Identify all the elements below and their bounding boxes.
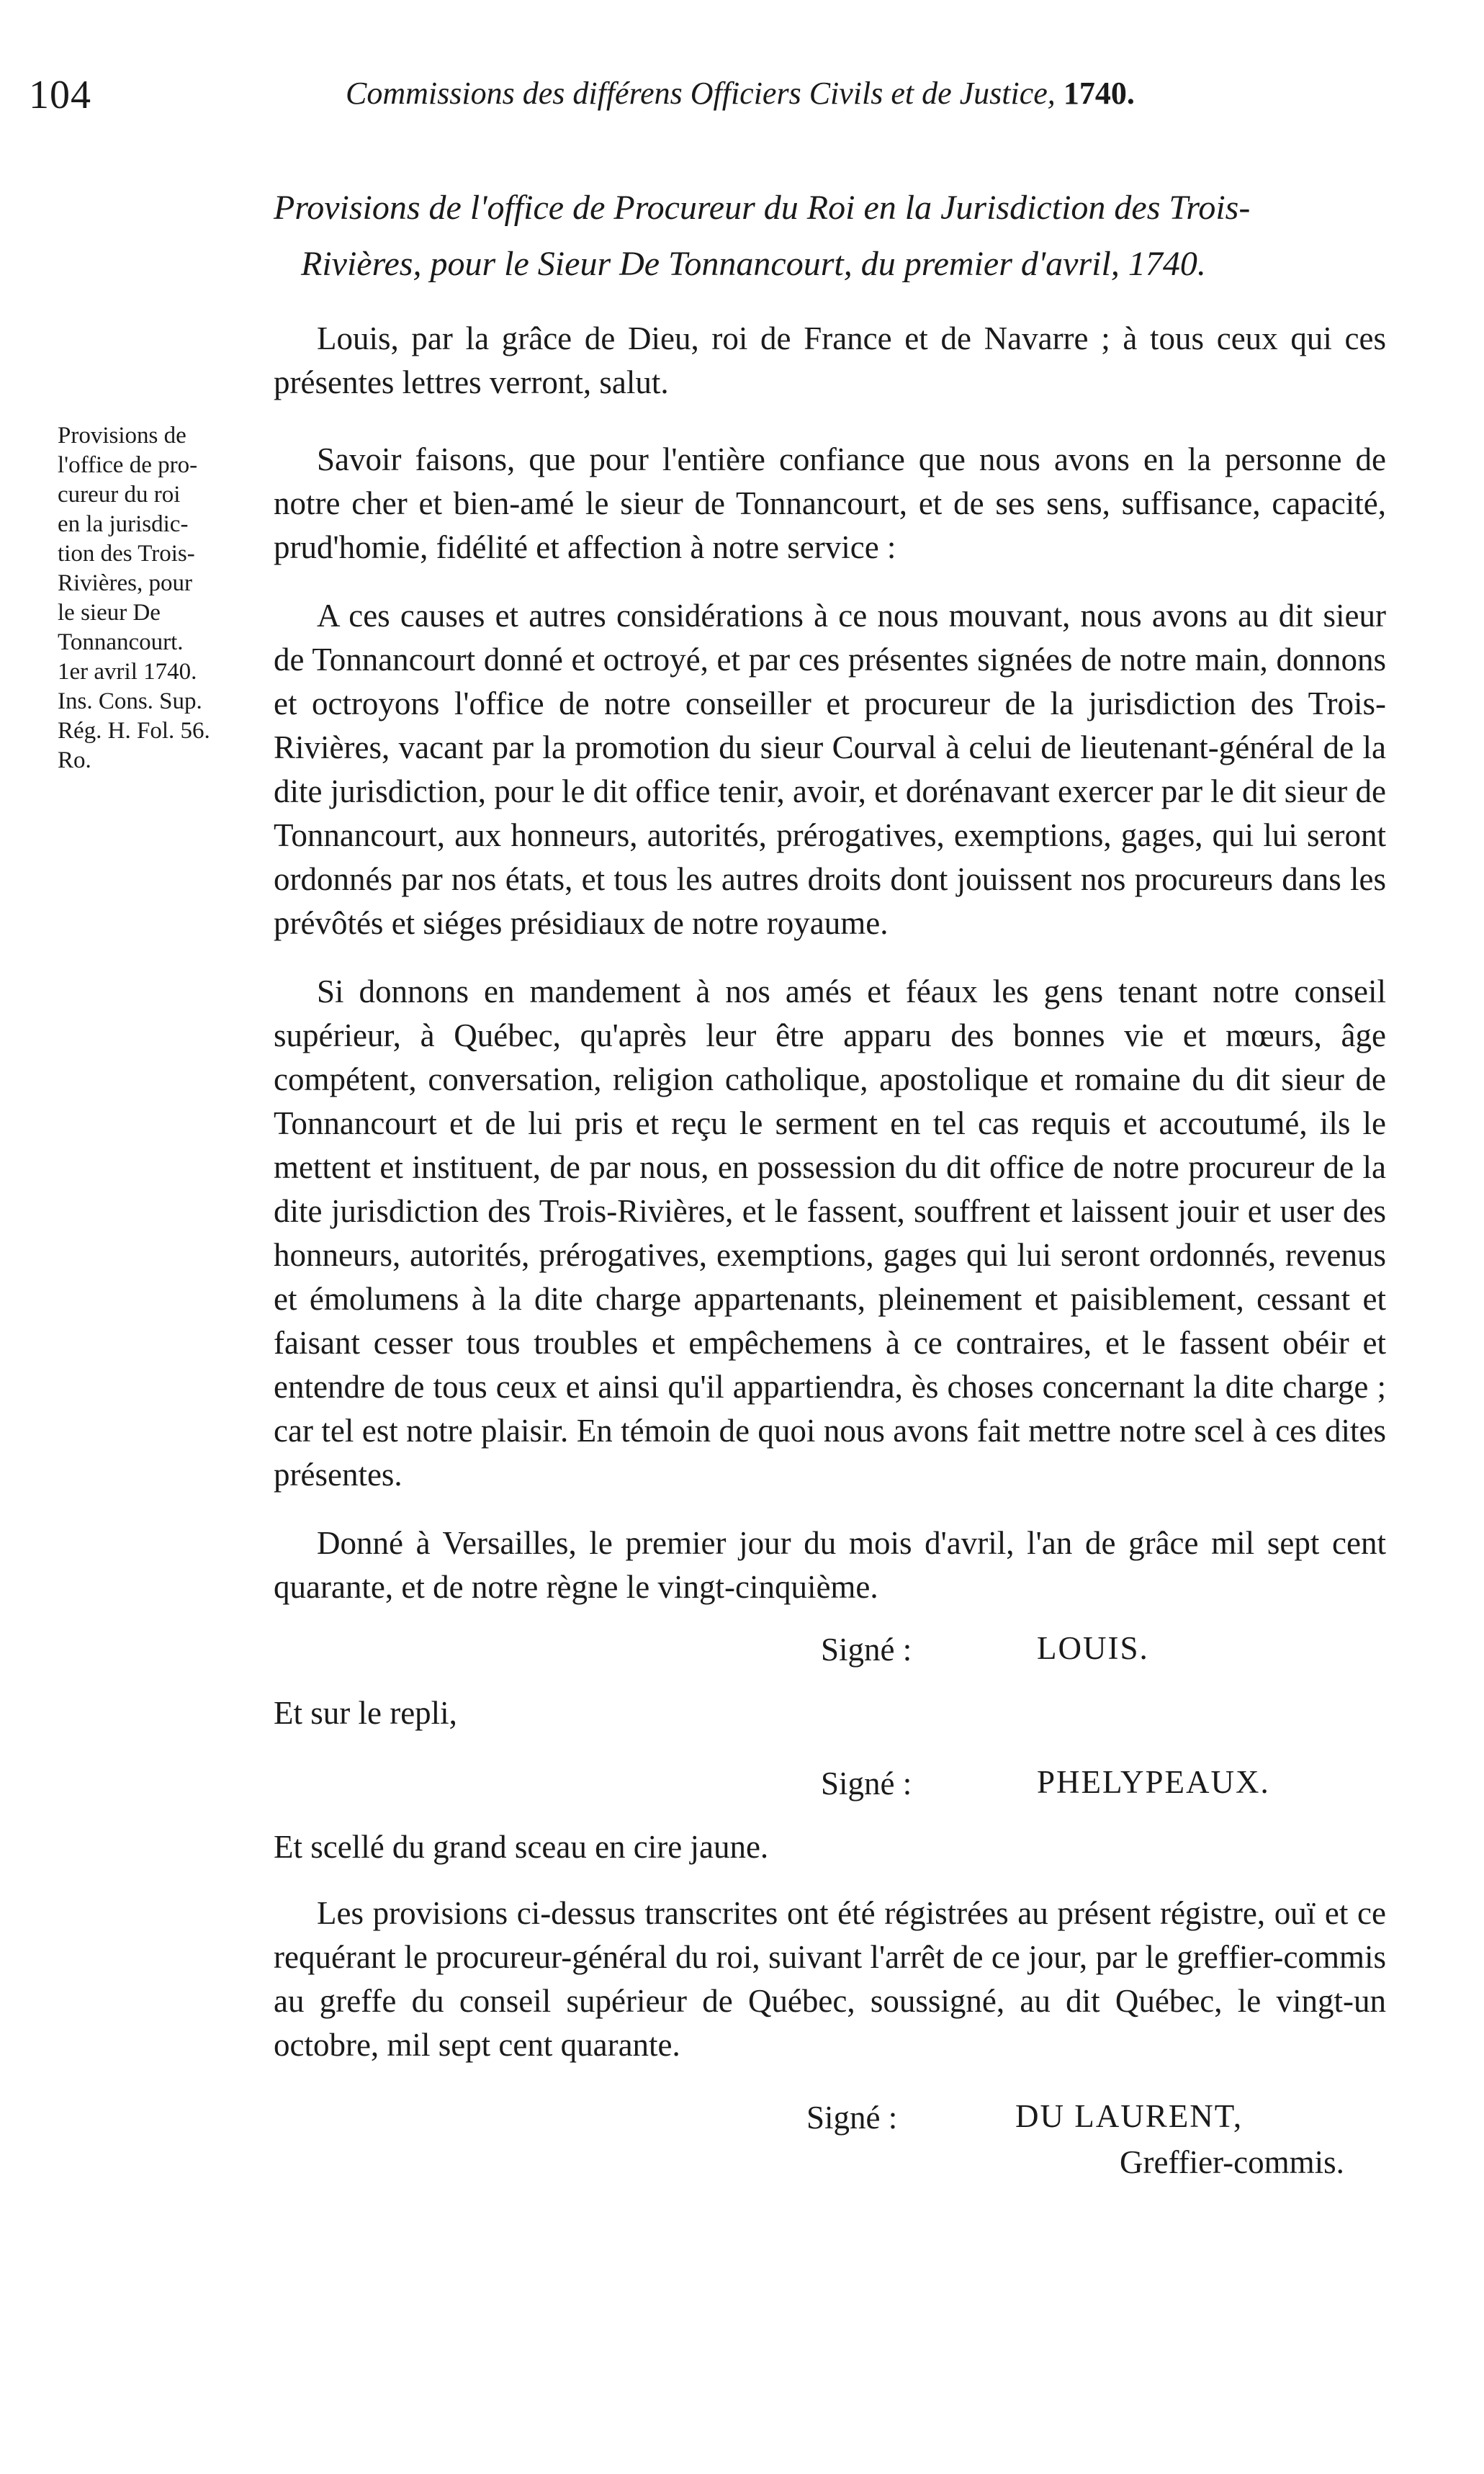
signature-label: Signé : xyxy=(821,1632,912,1668)
margin-note-line: en la jurisdic- xyxy=(58,511,189,537)
margin-note xyxy=(58,421,252,775)
margin-note-line: Ins. Cons. Sup. xyxy=(58,688,202,714)
registration-paragraph: Les provisions ci-dessus transcrites ont été régistrées au présent régistre, ouï et ce requérant le procureur-général du roi, suivant l'arrêt de ce jour, par le greffier-commis au greffe du conseil supérieur de Québec, soussigné, au dit Québec, le vingt-un octobre, mil sept cent quarante. xyxy=(274,1895,1386,2063)
margin-note-line: le sieur De xyxy=(58,600,161,626)
margin-note-line: Ro. xyxy=(58,747,91,773)
document-body xyxy=(274,317,1386,2192)
page-number: 104 xyxy=(29,73,91,117)
salutation-paragraph: Louis, par la grâce de Dieu, roi de France et de Navarre ; à tous ceux qui ces présentes lettres verront, salut. xyxy=(274,320,1386,400)
signature-king xyxy=(274,1624,1386,1684)
margin-note-line: Tonnancourt. xyxy=(58,629,184,655)
document-title xyxy=(274,180,1368,292)
signature-label: Signé : xyxy=(821,1765,912,1801)
seal-line: Et scellé du grand sceau en cire jaune. xyxy=(274,1829,769,1865)
mandate-paragraph: Si donnons en mandement à nos amés et féaux les gens tenant notre conseil supérieur, à Québec, qu'après leur être apparu des bonnes vie et mœurs, âge compétent, conversation, religion catholique, apostolique et romaine du dit sieur de Tonnancourt et de lui pris et reçu le serment en tel cas requis et accoutumé, ils le mettent et instituent, de par nous, en possession du dit office de notre procureur de la dite jurisdiction des Trois-Rivières, et le fassent, souffrent et laissent jouir et user des honneurs, autorités, prérogatives, exemptions, gages qui lui seront ordonnés, revenus et émolumens à la dite charge appartenants, pleinement et paisiblement, cessant et faisant cesser tous troubles et empêchemens à ce contraires, et le fassent obéir et entendre de tous ceux et ainsi qu'il appartiendra, ès choses concernant la dite charge ; car tel est notre plaisir. En témoin de quoi nous avons fait mettre notre scel à ces dites présentes. xyxy=(274,973,1386,1493)
grant-paragraph: A ces causes et autres considérations à ce nous mouvant, nous avons au dit sieur de Tonnancourt donné et octroyé, et par ces présentes signées de notre main, donnons et octroyons l'office de notre conseiller et procureur de la jurisdiction des Trois-Rivières, vacant par la promotion du sieur Courval à celui de lieutenant-général de la dite jurisdiction, pour le dit office tenir, avoir, et dorénavant exercer par le dit sieur de Tonnancourt, aux honneurs, autorités, prérogatives, exemptions, gages, qui lui seront ordonnés par nos états, et tous les autres droits dont jouissent nos procureurs dans les prévôtés et siéges présidiaux de notre royaume. xyxy=(274,598,1386,941)
margin-note-line: l'office de pro- xyxy=(58,452,198,478)
margin-note-line: Rég. H. Fol. 56. xyxy=(58,718,210,744)
page-header xyxy=(0,65,1484,130)
repli-line: Et sur le repli, xyxy=(274,1695,457,1731)
margin-note-line: 1er avril 1740. xyxy=(58,659,197,685)
signature-name: DU LAURENT, xyxy=(1015,2098,1244,2134)
margin-note-line: cureur du roi xyxy=(58,482,181,508)
margin-note-line: tion des Trois- xyxy=(58,541,195,567)
signature-clerk xyxy=(274,2092,1386,2192)
dating-paragraph: Donné à Versailles, le premier jour du mois d'avril, l'an de grâce mil sept cent quarante, et de notre règne le vingt-cinquième. xyxy=(274,1525,1386,1605)
recital-paragraph: Savoir faisons, que pour l'entière confiance que nous avons en la personne de notre cher et bien-amé le sieur de Tonnancourt, et de ses sens, suffisance, capacité, prud'homie, fidélité et affection à notre service : xyxy=(274,441,1386,565)
title-line-2: Rivières, pour le Sieur De Tonnancourt, du premier d'avril, 1740. xyxy=(301,245,1206,283)
title-line-1: Provisions de l'office de Procureur du Roi en la Jurisdiction des Trois- xyxy=(274,189,1251,227)
signature-label: Signé : xyxy=(806,2100,898,2136)
margin-note-line: Provisions de xyxy=(58,423,186,449)
signature-minister xyxy=(274,1758,1386,1818)
signature-role: Greffier-commis. xyxy=(1120,2144,1344,2180)
running-head-year: 1740. xyxy=(1063,76,1135,111)
running-head-text: Commissions des différens Officiers Civils et de Justice, xyxy=(346,76,1056,111)
signature-name: PHELYPEAUX. xyxy=(1037,1764,1270,1800)
signature-name: LOUIS. xyxy=(1037,1630,1149,1666)
margin-note-line: Rivières, pour xyxy=(58,570,192,596)
running-head xyxy=(346,75,1135,112)
